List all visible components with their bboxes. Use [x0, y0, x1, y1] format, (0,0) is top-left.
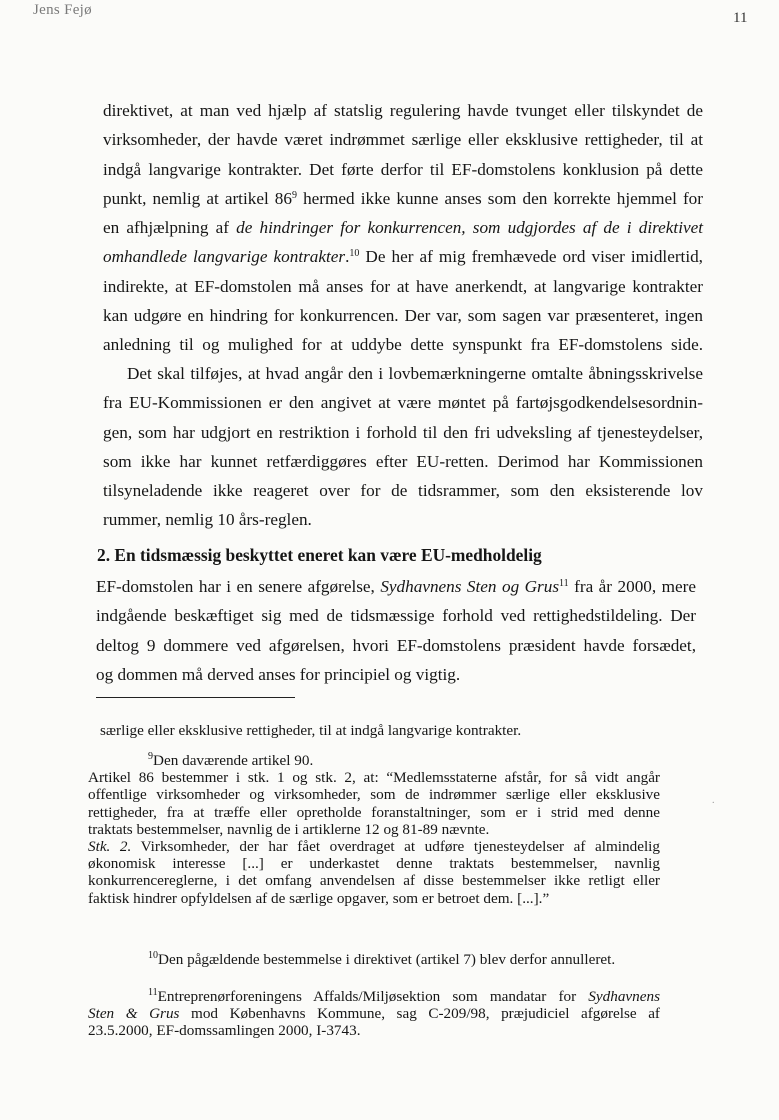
running-header-author: Jens Fejø	[33, 2, 92, 18]
footnote-ref-11[interactable]: 11	[559, 578, 569, 589]
text-line: deltog 9 dommere ved afgørelsen, hvori EF-domstolens præsident havde forsædet,	[96, 635, 696, 655]
footnote-11: $^{11}$Entreprenørforeningens Affalds/Miljøsektion som mandatar for Sydhavnens Sten & Grus mod Københavns Kommune, sag C-209/98, præjudiciel afgørelse af 23.5.2000, EF-domssamlingen 2000, I-3743.	[88, 987, 660, 1040]
text-line: traktats bestemmelser, navnlig de i artiklerne 12 og 81-89 nævnte.	[88, 820, 490, 838]
text-line: Artikel 86 bestemmer i stk. 1 og stk. 2, at: “Medlemsstaterne afstår, for så vidt angår	[88, 769, 660, 787]
footnote-separator	[96, 697, 295, 698]
text-line: fra EU-Kommissionen er den angivet at være møntet på fartøjsgodkendelsesordnin-	[103, 393, 703, 413]
text-line: direktivet, at man ved hjælp af statslig regulering havde tvunget eller tilskyndet de	[103, 101, 703, 120]
scan-speck: .	[712, 795, 715, 806]
text-line: EF-domstolen har i en senere afgørelse, Sydhavnens Sten og Grus$^{11}$ fra år 2000, mere	[96, 577, 696, 596]
text-line: Det skal tilføjes, at hvad angår den i lovbemærkningerne omtalte åbningsskrivelse	[127, 364, 703, 383]
footnote-ref-9[interactable]: 9	[292, 189, 297, 201]
section-heading: 2. En tidsmæssig beskyttet eneret kan være EU-medholdelig	[97, 545, 542, 565]
page-number: 11	[733, 10, 748, 26]
footnote-number-10: 10	[148, 950, 158, 961]
paragraph-3	[96, 572, 696, 689]
text-line: tilsyneladende ikke reageret over for de tidsrammer, som den eksisterende lov	[103, 481, 703, 501]
text-line: økonomisk interesse [...] er underkastet denne traktats bestemmelser, navnlig	[88, 855, 660, 873]
text-line: omhandlede langvarige kontrakter.$^{10}$ De her af mig fremhævede ord viser imidlertid,	[103, 247, 703, 267]
text-line: kan udgøre en hindring for konkurrencen. Der var, som sagen var præsenteret, ingen	[103, 306, 703, 326]
text-line: en afhjælpning af de hindringer for konkurrencen, som udgjordes af de i direktivet	[103, 218, 703, 238]
text-line: rettigheder, fra at træffe eller opretholde foranstaltninger, som er i strid med denne	[88, 803, 660, 821]
footnote-9-lead: $^9$Den daværende artikel 90.	[148, 751, 314, 769]
text-line: indgående beskæftiget sig med de tidsmæssige forhold ved rettighedstildeling. Der	[96, 606, 696, 626]
text-line: Sten & Grus mod Københavns Kommune, sag C-209/98, præjudiciel afgørelse af	[88, 1005, 660, 1023]
text-line: som ikke har kunnet retfærdiggøres efter EU-retten. Derimod har Kommissionen	[103, 451, 703, 471]
footnote-number-9: 9	[148, 751, 153, 762]
text-line: gen, som har udgjort en restriktion i forhold til den fri udveksling af tjenesteydelser,	[103, 422, 703, 442]
footnote-ref-10[interactable]: 10	[349, 248, 360, 260]
text-line: offentlige virksomheder og virksomheder, som de indrømmer særlige eller eksklusive	[88, 786, 660, 804]
text-line: 23.5.2000, EF-domssamlingen 2000, I-3743.	[88, 1022, 361, 1040]
paragraph-1	[103, 96, 703, 360]
text-line: anledning til og mulighed for at uddybe dette synspunkt fra EF-domstolens side.	[103, 335, 703, 355]
footnote-10: $^{10}$Den pågældende bestemmelse i direktivet (artikel 7) blev derfor annulleret.	[148, 950, 616, 968]
text-line: rummer, nemlig 10 års-reglen.	[103, 510, 312, 530]
footnote-9	[88, 752, 660, 907]
text-line: indgå langvarige kontrakter. Det førte derfor til EF-domstolens konklusion på dette	[103, 159, 703, 179]
text-line: konkurrencereglerne, i det omfang anvendelsen af disse bestemmelser ikke retligt eller	[88, 872, 660, 890]
text-line: faktisk hindrer opfyldelsen af de særlige opgaver, som er betroet dem. [...].”	[88, 889, 550, 907]
text-line: virksomheder, der havde været indrømmet særlige eller eksklusive rettigheder, til at	[103, 130, 703, 150]
text-line: indirekte, at EF-domstolen må anses for at have anerkendt, at langvarige kontrakter	[103, 276, 703, 296]
text-line: Stk. 2. Virksomheder, der har fået overdraget at udføre tjenesteydelser af almindelig	[88, 838, 660, 856]
text-line: punkt, nemlig at artikel $86^9$ hermed ikke kunne anses som den korrekte hjemmel for	[103, 188, 703, 208]
text-line: og dommen må derved anses for principiel og vigtig.	[96, 664, 461, 684]
footnote-number-11: 11	[148, 987, 158, 998]
footnote-continuation: særlige eller eksklusive rettigheder, til at indgå langvarige kontrakter.	[100, 722, 522, 739]
paragraph-2	[103, 359, 703, 535]
